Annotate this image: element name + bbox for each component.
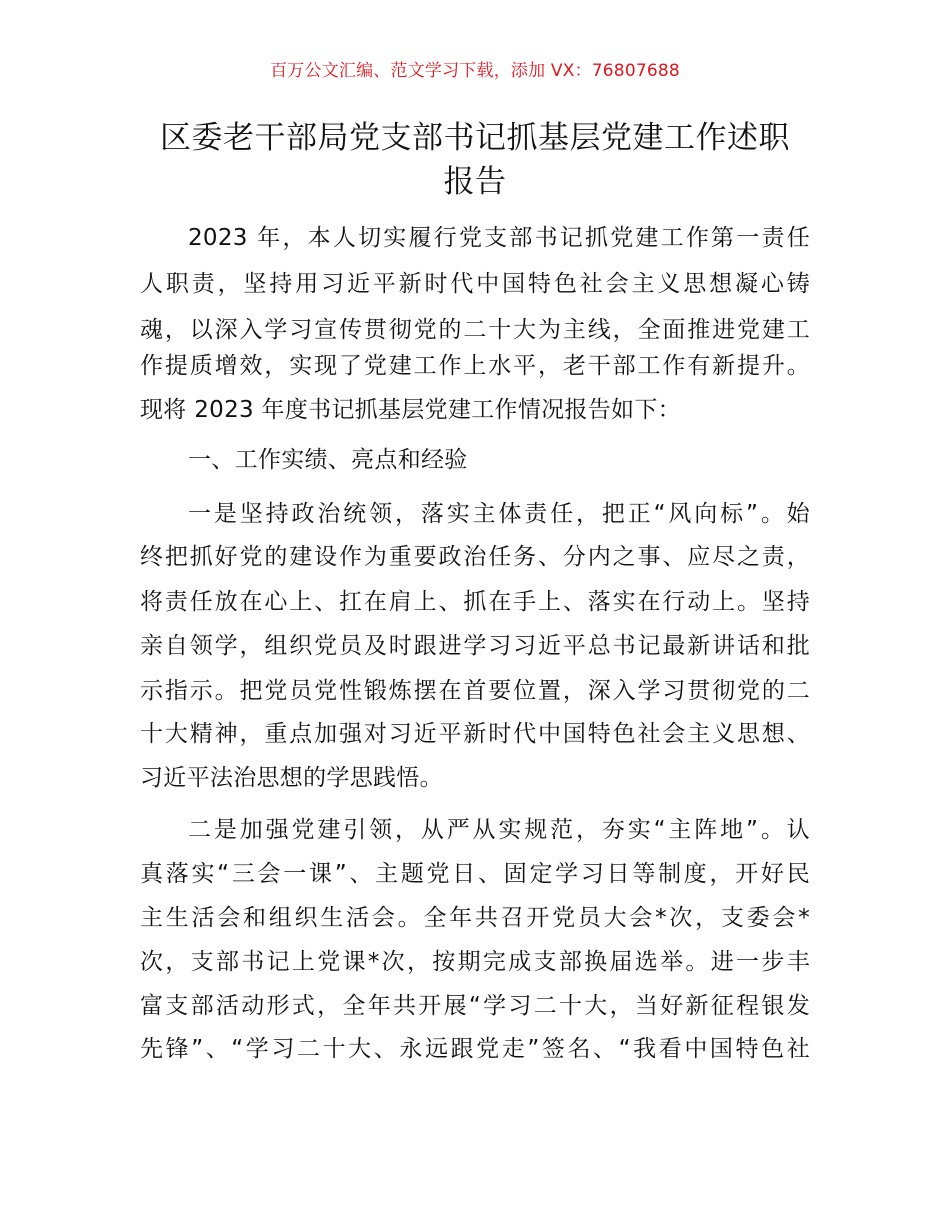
document-title — [140, 116, 810, 204]
section-heading: 一、工作实绩、亮点和经验 — [188, 447, 468, 473]
text-line: 富支部活动形式，全年共开展“学习二十大，当好新征程银发 — [140, 993, 810, 1019]
text-line: 2023 年，本人切实履行党支部书记抓党建工作第一责任 — [188, 225, 810, 251]
text-line: 二是加强党建引领，从严从实规范，夯实“主阵地”。认 — [188, 817, 810, 843]
text-line: 将责任放在心上、扛在肩上、抓在手上、落实在行动上。坚持 — [140, 589, 810, 615]
text-line: 真落实“三会一课”、主题党日、固定学习日等制度，开好民 — [140, 861, 810, 887]
text-line: 先锋”、“学习二十大、永远跟党走”签名、“我看中国特色社 — [140, 1036, 810, 1062]
text-line: 终把抓好党的建设作为重要政治任务、分内之事、应尽之责， — [140, 544, 810, 570]
text-line: 作提质增效，实现了党建工作上水平，老干部工作有新提升。 — [140, 353, 810, 379]
text-line: 十大精神，重点加强对习近平新时代中国特色社会主义思想、 — [140, 721, 810, 747]
text-line: 次，支部书记上党课*次，按期完成支部换届选举。进一步丰 — [140, 949, 810, 975]
text-line: 主生活会和组织生活会。全年共召开党员大会*次，支委会* — [140, 905, 810, 931]
text-line: 魂，以深入学习宣传贯彻党的二十大为主线，全面推进党建工 — [140, 317, 810, 343]
text-line: 习近平法治思想的学思践悟。 — [140, 765, 443, 791]
text-line: 亲自领学，组织党员及时跟进学习习近平总书记最新讲话和批 — [140, 633, 810, 659]
text-line: 现将 2023 年度书记抓基层党建工作情况报告如下： — [140, 397, 681, 423]
text-line: 人职责，坚持用习近平新时代中国特色社会主义思想凝心铸 — [140, 271, 810, 297]
title-line-2: 报告 — [443, 164, 507, 200]
text-line: 一是坚持政治统领，落实主体责任，把正“风向标”。始 — [188, 501, 810, 527]
watermark-header: 百万公文汇编、范文学习下载，添加 VX：76807688 — [270, 61, 680, 81]
text-line: 示指示。把党员党性锻炼摆在首要位置，深入学习贯彻党的二 — [140, 678, 810, 704]
title-line-1: 区委老干部局党支部书记抓基层党建工作述职 — [160, 120, 790, 156]
